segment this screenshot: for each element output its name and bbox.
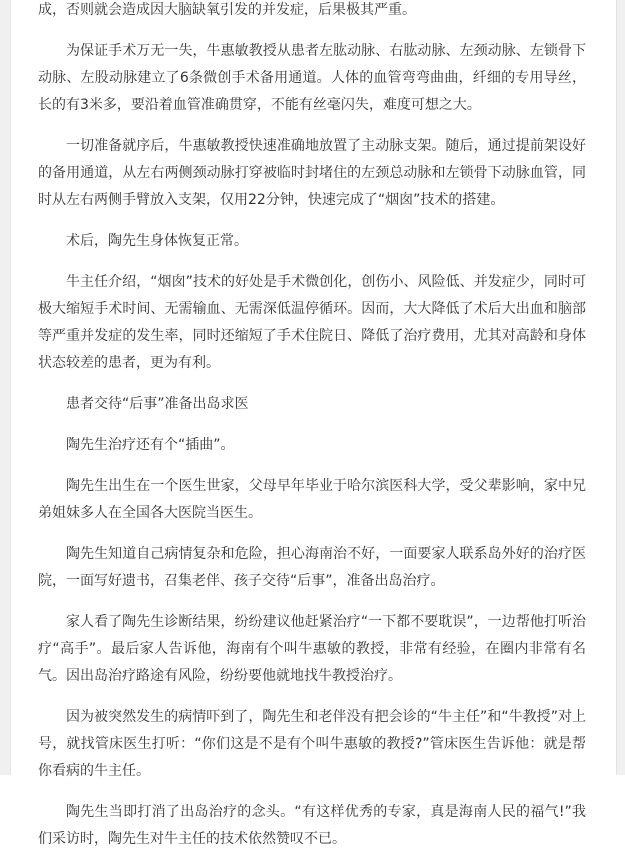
paragraph: 一切准备就序后，牛惠敏教授快速准确地放置了主动脉支架。随后，通过提前架设好的备用通道，从左右两侧颈动脉打穿被临时封堵住的左颈总动脉和左锁骨下动脉血管，同时从左右两侧手臂放入支架，仅用22分钟，快速完成了“烟囱”技术的搭建。 bbox=[38, 138, 586, 208]
paragraph: 成，否则就会造成因大脑缺氧引发的并发症，后果极其严重。 bbox=[38, 2, 416, 18]
paragraph: 陶先生治疗还有个“插曲”。 bbox=[66, 437, 235, 453]
paragraph: 陶先生知道自己病情复杂和危险，担心海南治不好，一面要家人联系岛外好的治疗医院，一面写好遗书，召集老伴、孩子交待“后事”，准备出岛治疗。 bbox=[38, 546, 586, 589]
paragraph: 牛主任介绍，“烟囱”技术的好处是手术微创化，创伤小、风险低、并发症少，同时可极大缩短手术时间、无需输血、无需深低温停循环。因而，大大降低了术后大出血和脑部等严重并发症的发生率，同时还缩短了手术住院日、降低了治疗费用，尤其对高龄和身体状态较差的患者，更为有利。 bbox=[38, 274, 586, 371]
right-margin-rail bbox=[616, 0, 625, 775]
article-body bbox=[38, 0, 586, 867]
paragraph: 陶先生出生在一个医生世家，父母早年毕业于哈尔滨医科大学，受父辈影响，家中兄弟姐妹多人在全国各大医院当医生。 bbox=[38, 478, 586, 521]
paragraph: 术后，陶先生身体恢复正常。 bbox=[66, 233, 248, 249]
paragraph: 为保证手术万无一失，牛惠敏教授从患者左肱动脉、右肱动脉、左颈动脉、左锁骨下动脉、左股动脉建立了6条微创手术备用通道。人体的血管弯弯曲曲，纤细的专用导丝，长的有3米多，要沿着血管准确贯穿，不能有丝毫闪失，难度可想之大。 bbox=[38, 43, 586, 113]
paragraph: 陶先生当即打消了出岛治疗的念头。“有这样优秀的专家，真是海南人民的福气!”我们采访时，陶先生对牛主任的技术依然赞叹不已。 bbox=[38, 804, 586, 847]
left-margin-rail bbox=[0, 0, 11, 775]
section-subheading: 患者交待“后事”准备出岛求医 bbox=[66, 396, 249, 412]
paragraph: 家人看了陶先生诊断结果，纷纷建议他赶紧治疗“一下都不要耽误”，一边帮他打听治疗“高手”。最后家人告诉他，海南有个叫牛惠敏的教授，非常有经验，在圈内非常有名气。因出岛治疗路途有风险，纷纷要他就地找牛教授治疗。 bbox=[38, 614, 586, 684]
paragraph: 因为被突然发生的病情吓到了，陶先生和老伴没有把会诊的“牛主任”和“牛教授”对上号，就找管床医生打听：“你们这是不是有个叫牛惠敏的教授?”管床医生告诉他：就是帮你看病的牛主任。 bbox=[38, 709, 586, 779]
